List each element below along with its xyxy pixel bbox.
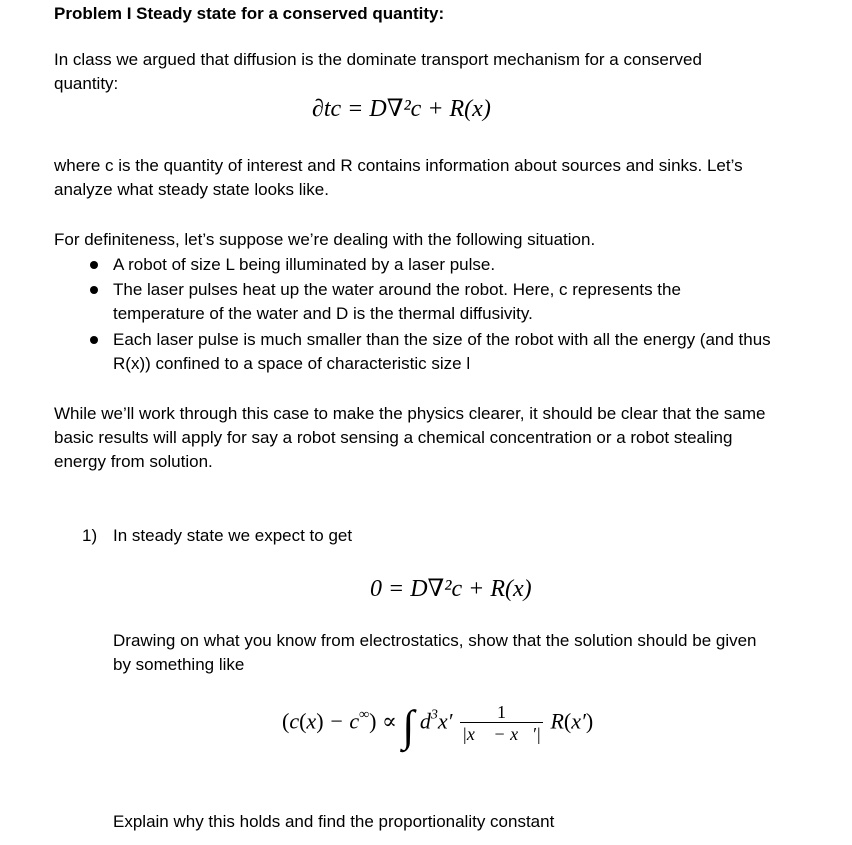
drawing-line-2: by something like xyxy=(113,655,245,674)
while-line-3: energy from solution. xyxy=(54,452,213,471)
diffusion-equation: ∂tc = D∇²c + R(x) xyxy=(312,96,491,122)
bullet-2-line-1: The laser pulses heat up the water around the robot. Here, c represents the xyxy=(113,280,681,299)
bullet-2-line-2: temperature of the water and D is the thermal diffusivity. xyxy=(113,304,533,323)
intro-line-1: In class we argued that diffusion is the dominate transport mechanism for a conserved xyxy=(54,50,702,69)
where-line-1: where c is the quantity of interest and R contains information about sources and sinks. Let’s xyxy=(54,156,743,175)
while-line-1: While we’ll work through this case to make the physics clearer, it should be clear that the same xyxy=(54,404,766,423)
green-function-solution: (c(x) − c∞) ∝ ∫ $d^3x'$ $\frac{1}{|x⃗ - x⃗'|}$ R(x′) xyxy=(282,701,594,751)
bullet-icon xyxy=(90,261,98,269)
intro-line-2: quantity: xyxy=(54,74,119,93)
bullet-3-line-2: R(x)) confined to a space of characteristic size l xyxy=(113,354,471,373)
while-line-2: basic results will apply for say a robot sensing a chemical concentration or a robot stealing xyxy=(54,428,733,447)
bullet-3-line-1: Each laser pulse is much smaller than the size of the robot with all the energy (and thus xyxy=(113,330,771,349)
steady-state-equation: 0 = D∇²c + R(x) xyxy=(370,576,532,602)
where-line-2: analyze what steady state looks like. xyxy=(54,180,329,199)
part-1-label: 1) xyxy=(82,526,98,545)
definiteness-text: For definiteness, let’s suppose we’re dealing with the following situation. xyxy=(54,230,596,249)
bullet-icon xyxy=(90,286,98,294)
bullet-icon xyxy=(90,336,98,344)
explain-text: Explain why this holds and find the proportionality constant xyxy=(113,812,555,831)
drawing-line-1: Drawing on what you know from electrostatics, show that the solution should be given xyxy=(113,631,757,650)
problem-title: Problem I Steady state for a conserved quantity: xyxy=(54,4,445,23)
part-1-text: In steady state we expect to get xyxy=(113,526,353,545)
bullet-1-line-1: A robot of size L being illuminated by a laser pulse. xyxy=(113,255,496,274)
